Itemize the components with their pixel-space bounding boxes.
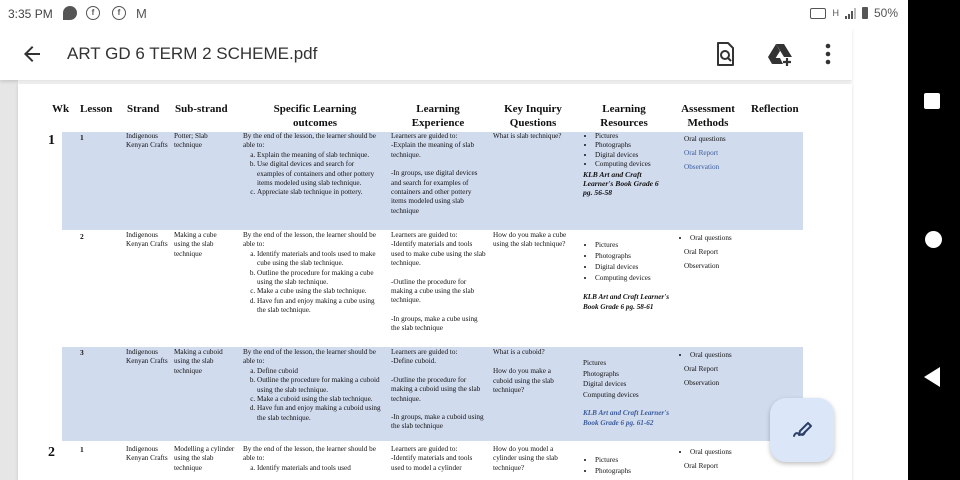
experience-line: Learners are guided to: xyxy=(391,348,458,356)
signal-icon xyxy=(845,7,856,19)
system-nav-bar xyxy=(908,0,960,480)
header-experience: Learning Experience xyxy=(411,103,465,129)
search-in-document-icon[interactable] xyxy=(711,40,739,68)
resource-item: • Pictures xyxy=(595,132,669,141)
assessment-item: Oral Report xyxy=(684,149,719,157)
lesson-number: 1 xyxy=(80,133,84,142)
facebook-icon-2: f xyxy=(112,6,126,20)
outcome-item: b. Outline the procedure for making a cuboid using the slab technique. xyxy=(257,376,383,395)
resource-item: • Digital devices xyxy=(595,151,669,160)
experience-line: -Outline the procedure for making a cube using the slab technique. xyxy=(391,277,475,305)
resources-cell xyxy=(583,132,669,198)
pen-icon xyxy=(788,416,816,444)
status-time: 3:35 PM xyxy=(8,7,53,21)
assessment-item: Observation xyxy=(684,163,720,171)
pdf-page[interactable] xyxy=(18,84,852,480)
lesson-number: 1 xyxy=(80,445,84,454)
resource-item: • Pictures xyxy=(595,240,669,251)
home-icon[interactable] xyxy=(925,231,942,248)
header-assessment: Assessment Methods xyxy=(681,103,735,129)
resource-item: • Computing devices xyxy=(595,160,669,169)
outcome-item: c. Appreciate slab technique in pottery. xyxy=(257,188,383,197)
header-reflection: Reflection xyxy=(751,103,799,115)
lesson-number: 2 xyxy=(80,232,84,241)
experience-line: -Define cuboid. xyxy=(391,357,437,366)
outcome-item: a. Explain the meaning of slab technique. xyxy=(257,151,383,160)
assessment-cell xyxy=(678,445,752,473)
resource-item: Photographs xyxy=(583,369,619,378)
outcomes-cell xyxy=(243,445,383,473)
outcomes-intro: By the end of the lesson, the learner should be able to: xyxy=(243,132,376,150)
header-resources: Learning Resources xyxy=(600,103,648,129)
battery-icon xyxy=(862,7,868,19)
header-lesson: Lesson xyxy=(80,103,113,115)
assessment-item: Observation xyxy=(684,379,720,387)
outcomes-cell xyxy=(243,231,383,316)
assessment-cell xyxy=(678,231,752,273)
status-bar xyxy=(0,0,908,28)
experience-line: -Outline the procedure for making a cuboid using the slab technique. xyxy=(391,375,481,403)
resources-cell xyxy=(583,455,669,477)
outcomes-cell xyxy=(243,348,383,423)
experience-line: -Identify materials and tools used to make cube using the slab technique. xyxy=(391,240,486,268)
chat-icon xyxy=(63,6,77,20)
assessment-item: Oral Report xyxy=(684,365,719,373)
week-number: 1 xyxy=(48,133,55,148)
outcome-item: a. Identify materials and tools used to make cube using the slab technique. xyxy=(257,250,383,269)
header-strand: Strand xyxy=(127,103,160,115)
resource-item: • Photographs xyxy=(595,466,669,477)
experience-line: Learners are guided to: xyxy=(391,132,458,140)
vibrate-icon xyxy=(810,8,826,19)
experience-line: -In groups, make a cube using the slab technique xyxy=(391,314,478,333)
outcome-item: d. Have fun and enjoy making a cuboid using the slab technique. xyxy=(257,404,383,423)
add-to-drive-icon[interactable] xyxy=(766,40,794,68)
page-gutter-right xyxy=(852,80,908,480)
question-cell: How do you model a cylinder using the slab technique? xyxy=(493,445,558,472)
outcome-item: c. Make a cube using the slab technique. xyxy=(257,287,383,296)
strand-cell: Indigenous Kenyan Crafts xyxy=(126,445,168,463)
outcomes-intro: By the end of the lesson, the learner should be able to: xyxy=(243,445,376,463)
facebook-icon: f xyxy=(86,6,100,20)
experience-cell xyxy=(391,132,487,216)
assessment-item: • Oral questions xyxy=(690,231,752,245)
resource-item: • Pictures xyxy=(595,455,669,466)
assessment-cell xyxy=(678,348,752,390)
question-line: What is a cuboid? xyxy=(493,348,545,356)
outcomes-cell xyxy=(243,132,383,198)
assessment-item: Oral Report xyxy=(684,462,719,470)
experience-line: -In groups, use digital devices and search for examples of containers and other pottery items modeled using slab technique xyxy=(391,169,478,215)
outcome-item: a. Define cuboid xyxy=(257,367,383,376)
experience-line: -Identify materials and tools used to model a cylinder xyxy=(391,454,473,472)
resource-item: • Photographs xyxy=(595,141,669,150)
book-reference: KLB Art and Craft Learner's Book Grade 6 pg. 58-61 xyxy=(583,293,669,311)
network-type: H xyxy=(832,8,839,18)
header-outcomes: Specific Learning outcomes xyxy=(273,103,357,129)
experience-cell xyxy=(391,445,487,473)
question-cell: What is slab technique? xyxy=(493,132,562,140)
assessment-cell xyxy=(684,132,754,174)
document-title: ART GD 6 TERM 2 SCHEME.pdf xyxy=(67,44,318,63)
substrand-cell: Modelling a cylinder using the slab technique xyxy=(174,445,235,472)
assessment-item: Oral questions xyxy=(684,135,726,143)
outcome-item: a. Identify materials and tools used xyxy=(257,464,383,473)
recents-icon[interactable] xyxy=(924,93,940,109)
app-toolbar xyxy=(0,28,852,80)
resource-item: Pictures xyxy=(583,359,607,367)
substrand-cell: Potter; Slab technique xyxy=(174,132,208,150)
book-reference: KLB Art and Craft Learner's Book Grade 6 pg. 61-62 xyxy=(583,409,669,427)
question-cell xyxy=(493,348,569,396)
annotate-button[interactable] xyxy=(770,398,834,462)
back-arrow-icon[interactable] xyxy=(20,42,44,66)
question-line: How do you make a cuboid using the slab technique? xyxy=(493,367,554,395)
experience-cell xyxy=(391,348,487,432)
header-wk: Wk xyxy=(52,103,70,115)
resources-cell xyxy=(583,358,669,428)
resource-item: Computing devices xyxy=(583,390,639,399)
experience-line: -Explain the meaning of slab technique. xyxy=(391,141,475,159)
gmail-icon: M xyxy=(136,6,147,21)
resource-item: • Photographs xyxy=(595,251,669,262)
substrand-cell: Making a cube using the slab technique xyxy=(174,231,217,258)
battery-level: 50% xyxy=(873,6,898,20)
outcome-item: b. Use digital devices and search for examples of containers and other pottery items modeled using slab technique. xyxy=(257,160,383,188)
lesson-number: 3 xyxy=(80,348,84,357)
outcomes-intro: By the end of the lesson, the learner should be able to: xyxy=(243,348,376,366)
strand-cell: Indigenous Kenyan Crafts xyxy=(126,132,168,150)
header-substrand: Sub-strand xyxy=(175,103,228,115)
assessment-item: • Oral questions xyxy=(690,348,752,362)
assessment-item: Oral Report xyxy=(684,248,719,256)
question-cell: How do you make a cube using the slab technique? xyxy=(493,231,567,249)
strand-cell: Indigenous Kenyan Crafts xyxy=(126,231,168,249)
resource-item: Digital devices xyxy=(583,380,627,388)
outcome-item: d. Have fun and enjoy making a cube using the slab technique. xyxy=(257,297,383,316)
book-reference: KLB Art and Craft Learner's Book Grade 6 pg. 56-58 xyxy=(583,169,659,198)
back-icon[interactable] xyxy=(924,367,940,387)
outcome-item: b. Outline the procedure for making a cube using the slab technique. xyxy=(257,269,383,288)
resource-item: • Digital devices xyxy=(595,262,669,273)
week-number: 2 xyxy=(48,445,55,460)
substrand-cell: Making a cuboid using the slab technique xyxy=(174,348,223,375)
experience-line: Learners are guided to: xyxy=(391,445,458,453)
experience-line: -In groups, make a cuboid using the slab technique xyxy=(391,413,484,431)
assessment-item: Observation xyxy=(684,262,720,270)
header-questions: Key Inquiry Questions xyxy=(504,103,562,129)
page-gutter xyxy=(0,80,18,480)
resource-item: • Computing devices xyxy=(595,273,669,284)
outcome-item: c. Make a cuboid using the slab technique. xyxy=(257,395,383,404)
outcomes-intro: By the end of the lesson, the learner should be able to: xyxy=(243,231,376,249)
experience-line: Learners are guided to: xyxy=(391,231,458,239)
more-options-icon[interactable] xyxy=(814,40,842,68)
experience-cell xyxy=(391,231,487,334)
resources-cell xyxy=(583,240,669,312)
assessment-item: • Oral questions xyxy=(690,445,752,459)
strand-cell: Indigenous Kenyan Crafts xyxy=(126,348,168,366)
